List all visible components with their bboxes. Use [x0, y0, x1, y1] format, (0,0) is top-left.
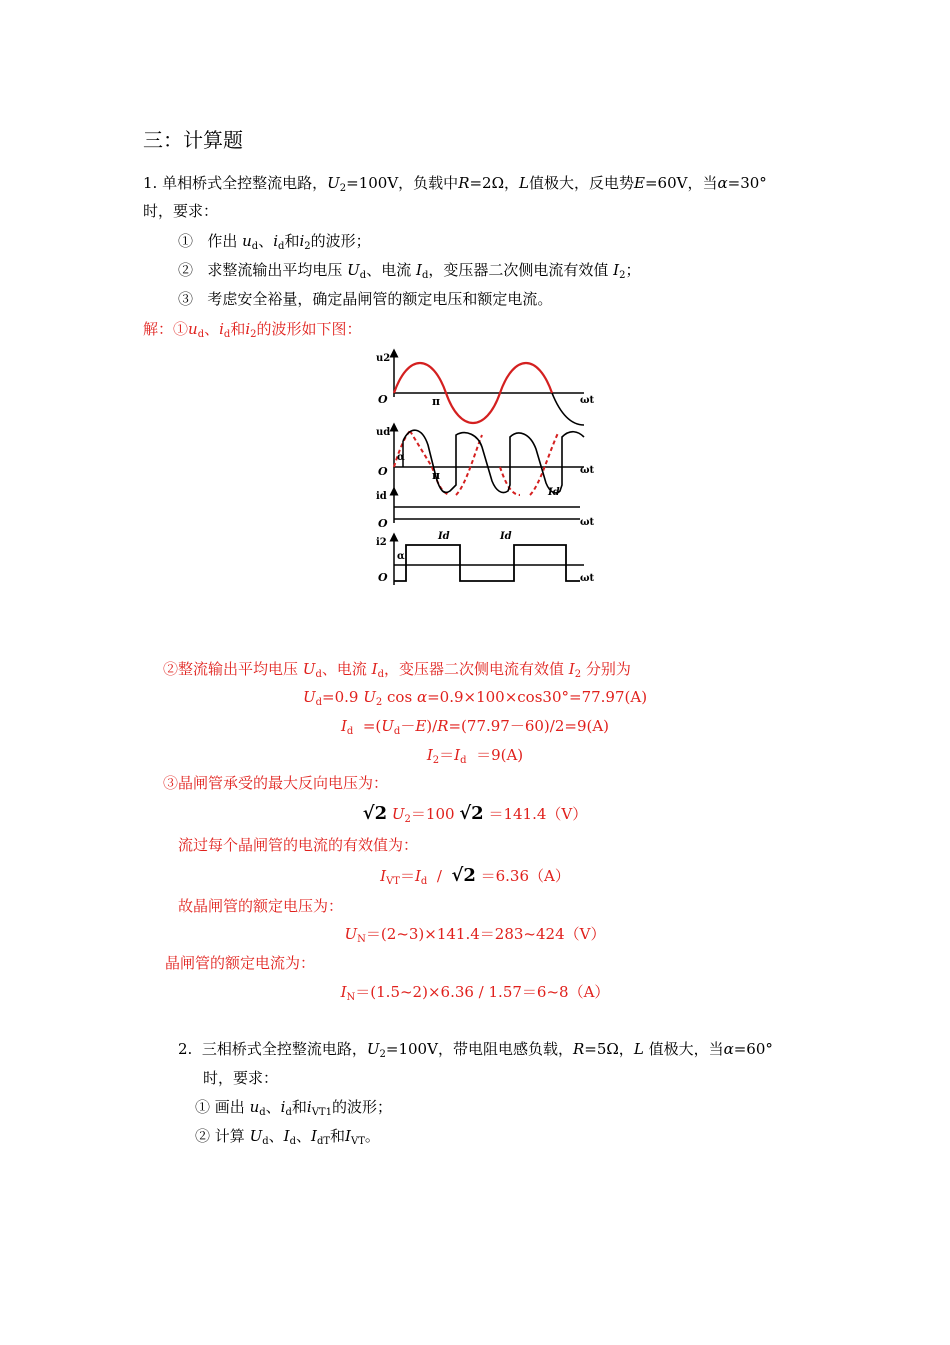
eq-Ud: [0, 686, 950, 708]
q1-text: =100V，负载中: [346, 174, 459, 192]
var-i: i: [299, 232, 305, 250]
sub: 2: [304, 241, 311, 252]
eq-text: ＝100: [410, 805, 455, 823]
label-pi: π: [432, 395, 441, 408]
panel-id: [376, 491, 595, 530]
eq-peak-voltage: [0, 803, 950, 825]
sol-text: ②整流输出平均电压: [163, 660, 299, 678]
var-U: U: [381, 717, 394, 735]
list-marker: ②: [178, 261, 194, 279]
label-origin: O: [378, 465, 388, 478]
sub: 2: [404, 814, 411, 825]
sub: d: [420, 876, 428, 887]
label-ud: ud: [376, 427, 391, 438]
i2-square-wave: [394, 545, 580, 581]
var-i: i: [306, 1098, 312, 1116]
sqrt2-symbol: √2: [451, 865, 476, 886]
sep: 、: [366, 261, 382, 279]
sep: 、: [265, 1098, 281, 1116]
q2-text: =5Ω，: [584, 1040, 634, 1058]
sep: 、: [258, 232, 274, 250]
var-i: i: [280, 1098, 286, 1116]
sub: 2: [619, 270, 626, 281]
eq-text: /: [436, 867, 442, 885]
label-origin: O: [378, 571, 388, 584]
sub: 2: [379, 1049, 386, 1060]
var-u: u: [242, 232, 252, 250]
sub: d: [315, 669, 322, 680]
eq-text: =0.9×100×cos30°=77.97(A): [427, 688, 648, 706]
req-text: 和: [291, 1098, 307, 1116]
var-I: I: [454, 746, 461, 764]
panel-ud: [376, 427, 595, 498]
sol-p2: [163, 658, 631, 680]
eq-text: =0.9: [322, 688, 359, 706]
label-omega-t: ωt: [580, 573, 595, 584]
sub: d: [197, 329, 205, 340]
q1-number: 1.: [143, 174, 158, 192]
label-omega-t: ωt: [580, 465, 595, 476]
label-alpha: α: [397, 551, 405, 562]
sol-text: 的波形如下图：: [256, 320, 362, 338]
req-text: 和: [284, 232, 300, 250]
var-R: R: [458, 174, 470, 192]
q2-req2: [195, 1125, 380, 1147]
solution-lead: [143, 318, 362, 340]
var-E: E: [634, 174, 645, 192]
panel-u2: [376, 353, 595, 425]
var-U: U: [391, 805, 405, 823]
sub: 2: [375, 697, 383, 708]
var-I: I: [613, 261, 620, 279]
sub: d: [262, 1136, 269, 1147]
var-U: U: [302, 688, 316, 706]
sep: 、: [295, 1127, 311, 1145]
sol-text: 解：①: [143, 320, 189, 338]
eq-IVT: [0, 865, 950, 887]
q1-line2: 时，要求：: [143, 202, 219, 220]
q1-req1: [178, 230, 371, 252]
q2-text: =60°: [733, 1040, 773, 1058]
var-I: I: [340, 983, 347, 1001]
var-U: U: [366, 1040, 380, 1058]
sub: VT: [350, 1136, 365, 1147]
eq-text: ＝9(A): [476, 746, 524, 764]
q2-line1: [178, 1038, 773, 1060]
q1-text: =2Ω，: [469, 174, 520, 192]
var-U: U: [249, 1127, 263, 1145]
ud-dashed-red: [394, 431, 558, 495]
var-i: i: [273, 232, 279, 250]
req-text: ，变压器二次侧电流有效值: [428, 261, 609, 279]
var-u: u: [188, 320, 198, 338]
var-I: I: [283, 1127, 290, 1145]
var-I: I: [426, 746, 433, 764]
var-alpha: α: [723, 1040, 734, 1058]
sub: N: [357, 934, 366, 945]
eq-Id: [0, 715, 950, 737]
var-alpha: α: [717, 174, 728, 192]
sub: N: [346, 992, 356, 1003]
req-text: 的波形；: [331, 1098, 392, 1116]
label-origin: O: [378, 517, 388, 530]
req-text: 求整流输出平均电压: [207, 261, 343, 279]
sol-text: ，变压器二次侧电流有效值: [384, 660, 565, 678]
eq-text: =(: [362, 717, 382, 735]
var-U: U: [327, 174, 340, 192]
label-id: id: [376, 491, 387, 502]
sub: VT: [386, 876, 400, 887]
var-L: L: [519, 174, 530, 192]
sep: 、: [268, 1127, 284, 1145]
list-marker: ①: [178, 232, 194, 250]
label-omega-t: ωt: [580, 395, 595, 406]
q1-text: =60V，当: [644, 174, 718, 192]
var-U: U: [302, 660, 316, 678]
section-title: 三：计算题: [143, 128, 243, 152]
sub: d: [259, 1107, 266, 1118]
sub: 2: [339, 183, 347, 194]
q2-req1: [195, 1096, 392, 1118]
sol-text: 、电流: [321, 660, 367, 678]
ud-wave-black: [403, 430, 584, 493]
sub: dT: [316, 1136, 331, 1147]
var-U: U: [344, 925, 358, 943]
eq-text: =(77.97－60)/2=9(A): [448, 717, 610, 735]
q1-text: =30°: [727, 174, 767, 192]
sub: d: [285, 1107, 292, 1118]
sol-text: 和: [230, 320, 246, 338]
sol-p5: 故晶闸管的额定电压为：: [178, 897, 344, 915]
eq-text: ＝(2~3)×141.4＝283~424（V）: [365, 925, 606, 943]
eq-I2: [0, 744, 950, 766]
sub: d: [251, 241, 259, 252]
req-text: 和: [330, 1127, 346, 1145]
label-i2: i2: [376, 537, 387, 548]
sub: d: [421, 270, 429, 281]
eq-text: ＝(1.5~2)×6.36 / 1.57＝6~8（A）: [355, 983, 610, 1001]
sol-p6: 晶闸管的额定电流为：: [165, 954, 316, 972]
var-i: i: [245, 320, 251, 338]
q1-line1: [143, 172, 767, 194]
eq-text: cos: [387, 688, 413, 706]
var-I: I: [414, 867, 421, 885]
q2-number: 2.: [178, 1040, 193, 1058]
q1-req2: [178, 259, 640, 281]
var-I: I: [416, 261, 422, 279]
label-pi: π: [432, 469, 441, 482]
sub: d: [359, 270, 367, 281]
sol-text: 分别为: [585, 660, 631, 678]
sqrt2-symbol: √2: [459, 803, 484, 824]
q2-text: 三相桥式全控整流电路，: [201, 1040, 367, 1058]
label-origin: O: [378, 393, 388, 406]
var-u: u: [249, 1098, 260, 1116]
req-text: 的波形；: [310, 232, 371, 250]
var-U: U: [363, 688, 376, 706]
var-L: L: [633, 1040, 644, 1058]
label-Id: Id: [500, 531, 512, 542]
label-Id: Id: [438, 531, 450, 542]
label-alpha: α: [397, 452, 405, 463]
eq-text: ＝: [439, 746, 455, 764]
sub: d: [315, 697, 322, 708]
sub: d: [346, 726, 354, 737]
eq-UN: [0, 923, 950, 945]
req-text: ；: [625, 261, 641, 279]
sub: VT1: [311, 1107, 332, 1118]
var-I: I: [311, 1127, 317, 1145]
var-R: R: [437, 717, 449, 735]
sub: 2: [432, 755, 440, 766]
q1-text: 单相桥式全控整流电路，: [162, 174, 328, 192]
var-I: I: [371, 660, 378, 678]
label-Id: Id: [548, 487, 560, 498]
req-text: 。: [364, 1127, 380, 1145]
eq-text: ＝6.36（A）: [480, 867, 570, 885]
req-text: 作出: [207, 232, 238, 250]
label-omega-t: ωt: [580, 517, 595, 528]
sol-p3: ③晶闸管承受的最大反向电压为：: [163, 774, 389, 792]
sub: d: [278, 241, 285, 252]
eq-IN: [0, 981, 950, 1003]
list-marker: ③: [178, 290, 194, 308]
sub: d: [289, 1136, 296, 1147]
sqrt2-symbol: √2: [362, 803, 388, 824]
q2-line2: 时，要求：: [203, 1069, 279, 1087]
sub: d: [393, 726, 401, 737]
var-i: i: [219, 320, 224, 338]
var-E: E: [415, 717, 427, 735]
panel-i2: [376, 531, 595, 585]
req-text: ② 计算: [195, 1127, 245, 1145]
sol-p4: 流过每个晶闸管的电流的有效值为：: [178, 836, 419, 854]
q2-text: 值极大，当: [648, 1040, 724, 1058]
var-I: I: [380, 867, 387, 885]
var-alpha: α: [416, 688, 428, 706]
label-u2: u2: [376, 353, 391, 364]
sep: 、: [204, 320, 220, 338]
q1-text: 值极大，反电势: [529, 174, 635, 192]
var-I: I: [340, 717, 347, 735]
q1-req3: [178, 288, 552, 310]
sub: 2: [574, 669, 582, 680]
var-I: I: [345, 1127, 351, 1145]
sub: d: [460, 755, 467, 766]
var-R: R: [572, 1040, 585, 1058]
sub: 2: [250, 329, 257, 340]
eq-text: －: [400, 717, 416, 735]
req-text: ① 画出: [195, 1098, 245, 1116]
eq-text: ＝141.4（V）: [488, 805, 588, 823]
var-U: U: [347, 261, 360, 279]
var-I: I: [568, 660, 575, 678]
eq-text: )/: [426, 717, 438, 735]
q2-text: =100V，带电阻电感负载，: [385, 1040, 573, 1058]
waveform-figure: [370, 345, 600, 587]
sub: d: [377, 669, 384, 680]
eq-text: ＝: [399, 867, 415, 885]
sub: d: [223, 329, 231, 340]
req-text: 考虑安全裕量，确定晶闸管的额定电压和额定电流。: [207, 290, 553, 308]
req-text: 电流: [381, 261, 412, 279]
